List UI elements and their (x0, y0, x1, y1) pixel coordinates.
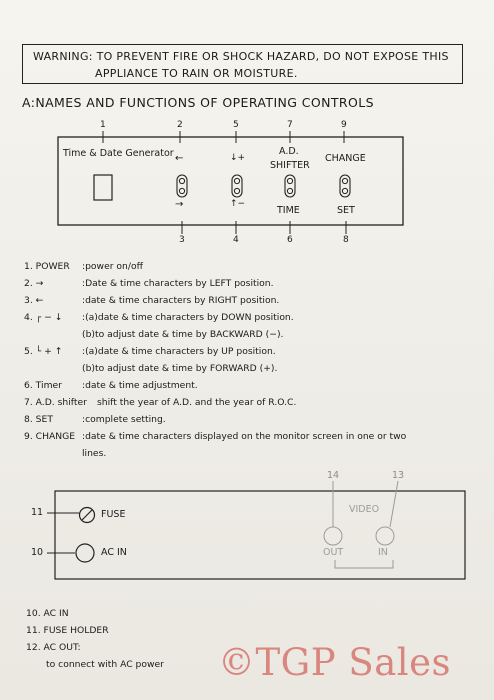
ad-label: A.D. (279, 146, 299, 157)
callout-number: 6 (287, 235, 293, 245)
change-label: CHANGE (325, 153, 366, 164)
manual-page: WARNING: TO PREVENT FIRE OR SHOCK HAZARD, DO NOT EXPOSE THIS APPLIANCE TO RAIN OR MOISTURE. A:NAMES AND FUNCTIONS OF OPERATING CONTROLS 1 2 5 7 9 3 4 6 8 Time & Date Generator ← → ↓+ ↑− A.D. SHIFTER CHANGE TIME SET 1. POWER :power on/off 2. → :Date & time characters by LEFT position. 3. ← :date & time characters by RIGHT position. 4. ┌ − ↓ :(a)date & time characters by DOWN position. (b)to adjust date & time by BACKWARD (−). 5. └ + ↑ :(a)date & time characters by UP position. (b)to adjust date & time by FORWARD (+). 6. Timer :date & time adjustment. 7. A.D. shifter shift the year of A.D. and the year of R.O.C. 8. SET :complete setting. 9. CHANGE :date & time characters displayed on the monitor screen in one or two lines. 11 10 FUSE AC IN 14 13 VIDEO OUT IN 10. AC IN 11. FUSE HOLDER 12. AC OUT: to connect with AC power ©TGP Sales (0, 0, 494, 700)
down-plus-icon: ↓+ (230, 153, 246, 163)
shifter-label: SHIFTER (270, 160, 310, 171)
callout-number: 13 (392, 470, 405, 481)
rear-terminal-list (26, 605, 164, 673)
callout-number: 9 (341, 120, 347, 130)
callout-number: 7 (287, 120, 293, 130)
callout-number: 1 (100, 120, 106, 130)
power-switch-icon (94, 175, 112, 200)
rear-panel-outline (55, 491, 465, 579)
ac-in-socket-icon (76, 544, 94, 562)
callout-number: 3 (179, 235, 185, 245)
callout-number: 10 (31, 547, 44, 558)
fuse-label: FUSE (101, 509, 126, 520)
list-item: 10. AC IN (26, 608, 69, 619)
callout-number: 14 (327, 470, 340, 481)
out-label: OUT (323, 547, 344, 558)
video-label: VIDEO (349, 504, 380, 515)
list-item: 11. FUSE HOLDER (26, 625, 109, 636)
time-label: TIME (277, 205, 300, 216)
generator-label: Time & Date Generator (63, 148, 174, 159)
warning-line-1: WARNING: TO PREVENT FIRE OR SHOCK HAZARD, DO NOT EXPOSE THIS (33, 50, 449, 63)
toggle-switch-icon (232, 175, 242, 197)
callout-number: 8 (343, 235, 349, 245)
section-title: A:NAMES AND FUNCTIONS OF OPERATING CONTROLS (22, 95, 374, 110)
list-item: to connect with AC power (46, 659, 164, 670)
list-item: 12. AC OUT: (26, 642, 81, 653)
callout-number: 4 (233, 235, 239, 245)
callout-number: 5 (233, 120, 239, 130)
callout-number: 11 (31, 507, 44, 518)
in-label: IN (378, 547, 388, 558)
toggle-switch-icon (285, 175, 295, 197)
warning-line-2: APPLIANCE TO RAIN OR MOISTURE. (95, 67, 298, 80)
callout-number: 2 (177, 120, 183, 130)
toggle-switch-icon (340, 175, 350, 197)
right-arrow-icon: → (175, 199, 184, 210)
left-arrow-icon: ← (175, 153, 184, 164)
set-label: SET (337, 205, 355, 216)
fuse-holder-icon (80, 508, 95, 523)
toggle-switch-icon (177, 175, 187, 197)
up-minus-icon: ↑− (230, 199, 246, 209)
ac-in-label: AC IN (101, 547, 127, 558)
watermark-text: ©TGP Sales (218, 641, 452, 684)
